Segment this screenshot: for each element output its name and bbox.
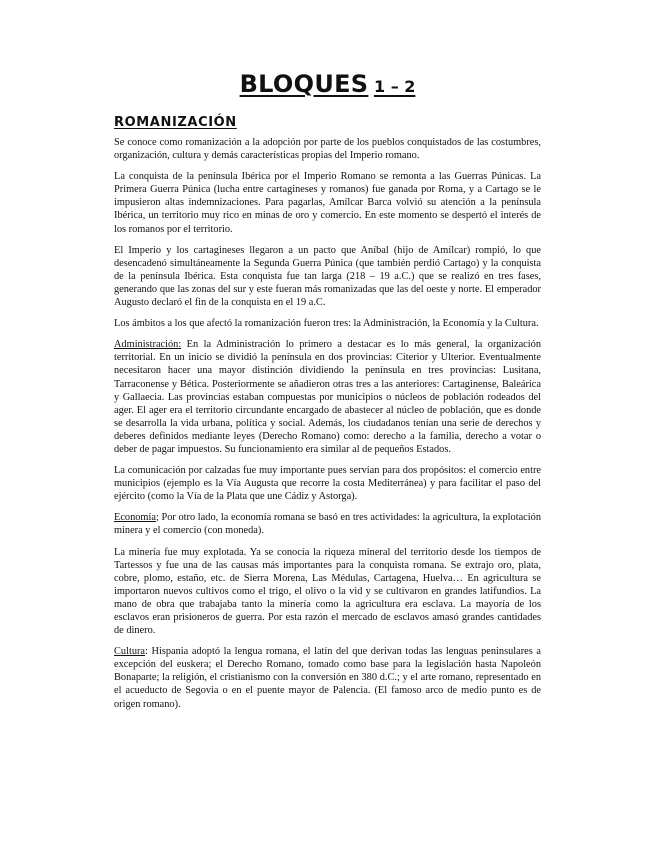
section-heading: ROMANIZACIÓN xyxy=(114,115,237,130)
paragraph-mining: La minería fue muy explotada. Ya se conocía la riqueza mineral del territorio desde los tiempos de Tartessos y fue una de las causas más importantes para la conquista romana. Se extrajo oro, plata, cobre, plomo, estaño, etc. de Sierra Morena, Las Médulas, Cartagena, Huelva… En agricultura se importaron nuevos cultivos como el trigo, el olivo o la vid y se cultivaron en grandes latifundios. La mano de obra que trabajaba tanto la minería como la agricultura era esclava. La mayoría de los esclavos eran prisioneros de guerra. Por esta razón el mercado de esclavos amasó grandes cantidades de dinero. xyxy=(114,546,541,637)
paragraph-roads: La comunicación por calzadas fue muy importante pues servían para dos propósitos: el comercio entre municipios (ejemplo es la Vía Augusta que recorre la costa Mediterránea) y para facilitar el paso del ejército (como la Vía de la Plata que une Cádiz y Astorga). xyxy=(114,465,541,503)
paragraph-definition: Se conoce como romanización a la adopción por parte de los pueblos conquistados de las costumbres, organización, cultura y demás características propias del Imperio romano. xyxy=(114,137,541,162)
administration-label: Administración: xyxy=(114,339,182,351)
paragraph-areas: Los ámbitos a los que afectó la romanización fueron tres: la Administración, la Economía y la Cultura. xyxy=(114,318,539,330)
title-main: BLOQUES xyxy=(239,70,369,98)
document-body xyxy=(114,136,541,719)
paragraph-culture xyxy=(114,645,541,710)
paragraph-administration xyxy=(114,338,541,456)
paragraph-economy xyxy=(114,511,541,537)
culture-label: Cultura xyxy=(114,646,146,658)
paragraph-punic-wars: La conquista de la península Ibérica por el Imperio Romano se remonta a las Guerras Púnicas. La Primera Guerra Púnica (lucha entre cartagineses y romanos) fue ganada por Roma, y a Cartago se le impusieron altas indemnizaciones. Para pagarlas, Amílcar Barca volvió su atención a la península Ibérica, un territorio muy rico en minas de oro y comercio. En este momento se despertó el interés de los romanos por el territorio. xyxy=(114,171,541,235)
page-title xyxy=(0,70,655,98)
title-numbers: 1 – 2 xyxy=(373,77,416,96)
paragraph-conquest: El Imperio y los cartagineses llegaron a un pacto que Aníbal (hijo de Amílcar) rompió, lo que desencadenó simultáneamente la Segunda Guerra Púnica (que también perdió Cartago) y la conquista de la península Ibérica. Esta conquista fue tan larga (218 – 19 a.C.) que se realizó en tres fases, generando que las zonas del sur y este fueran más romanizadas que las del oeste y norte. El emperador Augusto declaró el fin de la conquista en el 19 a.C. xyxy=(114,244,541,309)
economy-label: Economía xyxy=(114,512,156,524)
administration-text: En la Administración lo primero a destacar es lo más general, la organización territorial. En un inicio se dividió la península en dos provincias: Citerior y Ulterior. Eventualmente necesitaron hacer una mayor distinción dividiendo la península en tres provincias: Lusitana, Tarraconense y Bética. Posteriormente se añadieron otras tres a las anteriores: Cartaginense, Baleárica y Gallaecia. Las provincias estaban compuestas por municipios o núcleos de población rodeados del ager. El ager era el territorio circundante encargado de abastecer al núcleo de población, que es donde se desarrolla la vida urbana, política y social. Además, los ciudadanos tenían una serie de derechos y deberes definidos mediante leyes (Derecho Romano) como: derecho a la familia, derecho a votar o deber de pagar impuestos. Su funcionamiento era similar al de pequeños Estados. xyxy=(114,339,541,455)
culture-text: : Hispania adoptó la lengua romana, el latín del que derivan todas las lenguas peninsulares a excepción del euskera; el Derecho Romano, tomado como base para la legislación hasta Napoleón Bonaparte; la religión, el cristianismo con la conversión en 380 d.C.; y el arte romano, representado en el acueducto de Segovia o en el puente mayor de Palencia. (El famoso arco de medio punto es de origen romano). xyxy=(114,646,541,710)
economy-text: ; Por otro lado, la economía romana se basó en tres actividades: la agricultura, la explotación minera y el comercio (con moneda). xyxy=(114,512,541,537)
